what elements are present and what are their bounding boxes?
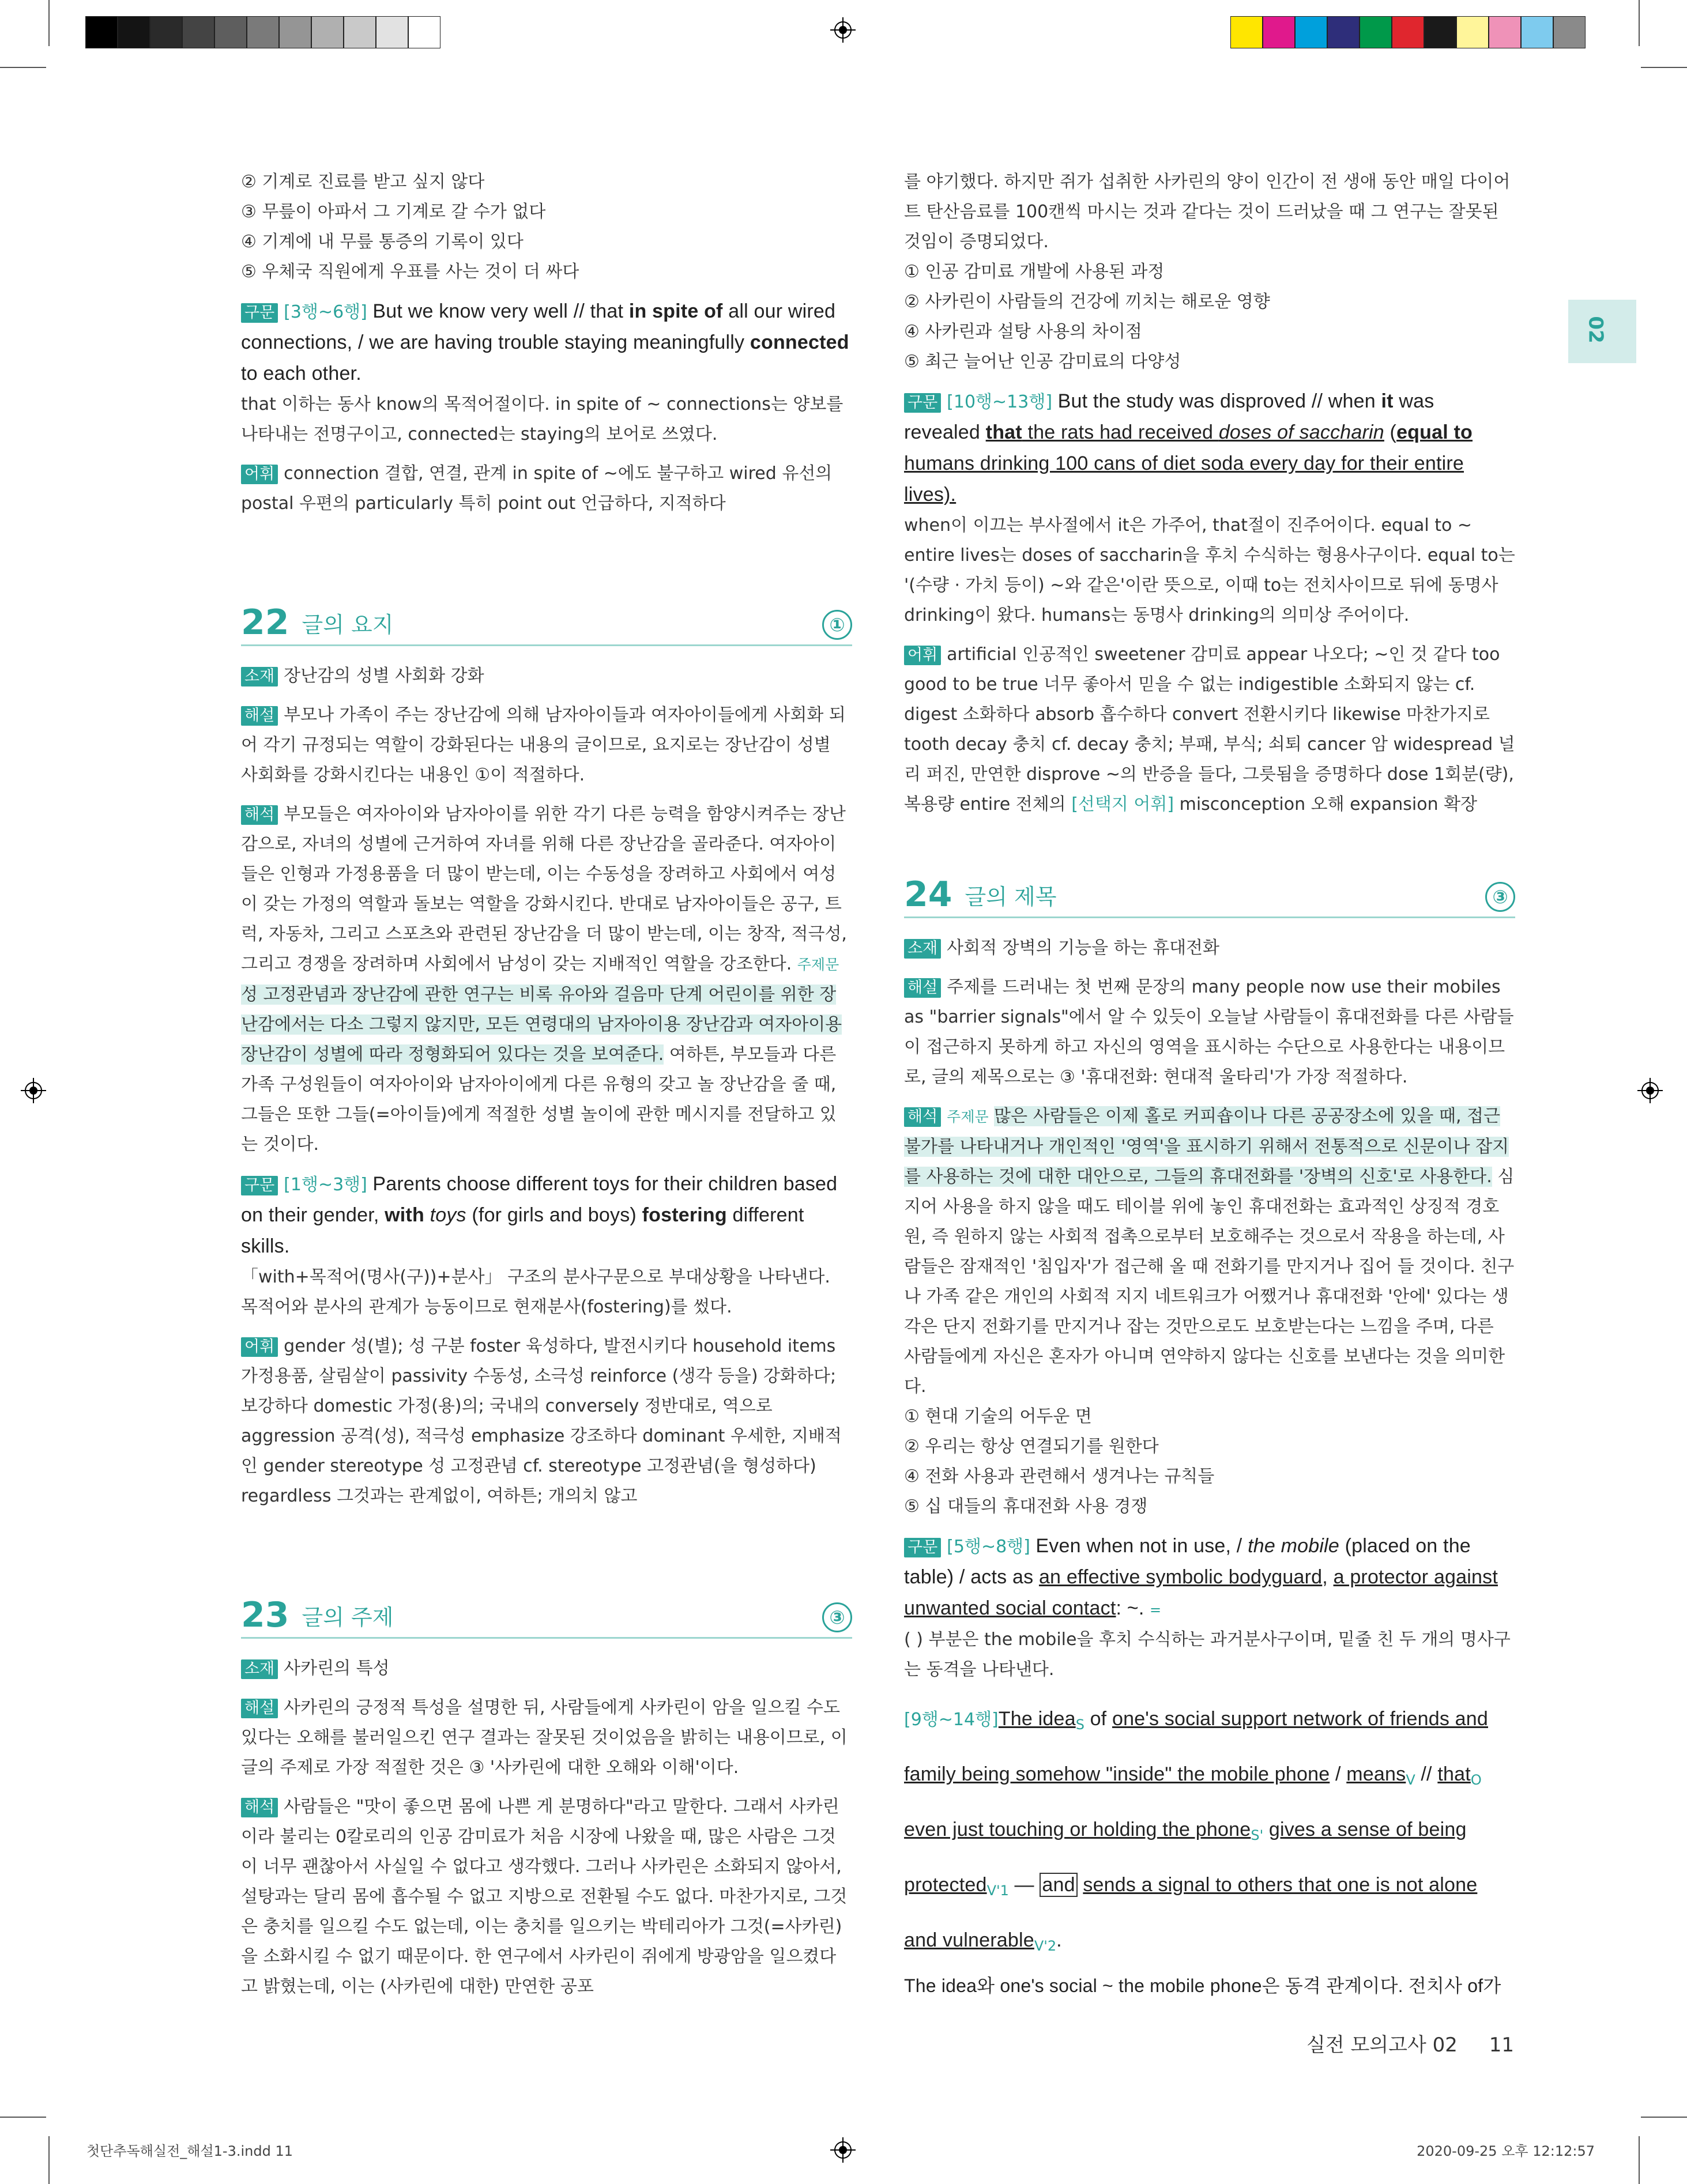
gumun-note: 「with+목적어(명사(구))+분사」 구조의 분사구문으로 부대상황을 나타낸다. 목적어와 분사의 관계가 능동이므로 현재분사(fostering)를 썼다. [241,1267,830,1317]
vocab-21: 어휘 connection 결합, 연결, 관계 in spite of ~에도 불구하고 wired 유선의 postal 우편의 particularly 특히 point out 언급하다, 지적하다 [241,463,833,514]
crop-mark [1641,2117,1687,2118]
crop-mark [48,0,50,46]
vocab-23: 어휘 artificial 인공적인 sweetener 감미료 appear 나오다; ~인 것 같다 too good to be true 너무 좋아서 믿을 수 없는 indigestible 소화되지 않는 cf. digest 소화하다 absorb 흡수하다 convert 전환시키다 likewise 마찬가지로 tooth decay 충치 cf. decay 충치; 부패, 부식; 쇠퇴 cancer 암 widespread 널리 퍼진, 만연한 disprove ~의 반증을 들다, 그릇됨을 증명하다 dose 1회분(량), 복용량 entire 전체의 [선택지 어휘] misconception 오해 expansion 확장 [904,644,1515,814]
gumun-24-b: [9행~14행]The idea$_S$ of one's social support network of friends and family being somehow "inside" the mobile phone / means$_V$ // that$_O$ even just touching or holding the phone$_{S'}$ gives a sense of being protected$_{V'1}$ — and sends a signal to others that one is not alone and vulnerable$_{V'2}$. [904,1708,1488,1954]
registration-mark-icon [830,2137,856,2163]
chapter-side-tab: 02 [1568,300,1636,363]
choice-item: ⑤ 십 대들의 휴대전화 사용 경쟁 [904,1496,1148,1517]
gumun-21: 구문 [3행~6행] But we know very well // that in spite of all our wired connections, / we are having trouble staying meaningfully connected to each other. [241,300,849,384]
section-24-header: 24 글의 제목 ③ [904,877,1515,918]
choice-item: ② 우리는 항상 연결되기를 원한다 [904,1436,1159,1457]
answer-badge: ③ [822,1602,852,1632]
haeseok-24: 해석 주제문 많은 사람들은 이제 홀로 커피숍이나 다른 공공장소에 있을 때, 접근 불가를 나타내거나 개인적인 '영역'을 표시하기 위해서 전통적으로 신문이나 잡지를 사용하는 것에 대한 대안으로, 그들의 휴대전화를 '장벽의 신호'로 사용한다. 심지어 사용을 하지 않을 때도 테이블 위에 놓인 휴대전화는 효과적인 상징적 경호원, 즉 원하지 않는 사회적 접촉으로부터 보호해주는 것으로서 작용을 하는데, 사람들은 잠재적인 '침입자'가 접근해 올 때 전화기를 만지거나 집어 들 것이다. 친구나 가족 같은 개인의 사회적 지지 네트워크가 어쨌거나 휴대전화 '안에' 있다는 생각은 단지 전화기를 만지거나 잡는 것만으로도 보호받는다는 느낌을 주며, 다른 사람들에게 자신은 혼자가 아니며 연약하지 않다는 신호를 보낸다는 것을 의미한다. [904,1106,1515,1397]
crop-mark [0,67,46,68]
haeseok-23-cont: 를 야기했다. 하지만 쥐가 섭취한 사카린의 양이 인간이 전 생애 동안 매일 다이어트 탄산음료를 100캔씩 마시는 것과 같다는 것이 드러났을 때 그 연구는 잘못된 것임이 증명되었다. [904,172,1511,252]
crop-mark [1641,67,1687,68]
sojae-22: 소재 장난감의 성별 사회화 강화 [241,661,852,691]
gumun-22: 구문 [1행~3행] Parents choose different toys for their children based on their gender, with toys (for girls and boys) fostering different skills. [241,1173,838,1257]
haeseol-24: 해설 주제를 드러내는 첫 번째 문장의 many people now use their mobiles as "barrier signals"에서 알 수 있듯이 오늘날 사람들이 휴대전화를 다른 사람들이 접근하지 못하게 하고 자신의 영역을 표시하는 수단으로 사용한다는 내용이므로, 글의 제목으로는 ③ '휴대전화: 현대적 울타리'가 가장 적절하다. [904,977,1514,1087]
choice-item: ① 현대 기술의 어두운 면 [904,1406,1092,1427]
choice-item: ① 인공 감미료 개발에 사용된 과정 [904,262,1165,282]
slug-file: 첫단추독해실전_해설1-3.indd 11 [86,2143,293,2159]
gumun-23: 구문 [10행~13행] But the study was disproved // when it was revealed that the rats had received doses of saccharin (equal to humans drinking 100 cans of diet soda every day for their entire lives). [904,390,1473,506]
gumun-note: ( ) 부분은 the mobile을 후치 수식하는 과거분사구이며, 밑줄 친 두 개의 명사구는 동격을 나타낸다. [904,1629,1511,1680]
choice-item: ④ 사카린과 설탕 사용의 차이점 [904,322,1142,342]
answer-badge: ① [822,610,852,640]
choice-item: ⑤ 우체국 직원에게 우표를 사는 것이 더 싸다 [241,262,579,282]
choice-item: ④ 기계에 내 무릎 통증의 기록이 있다 [241,232,524,252]
haeseok-22: 해석 부모들은 여자아이와 남자아이를 위한 각기 다른 능력을 함양시켜주는 장난감으로, 자녀의 성별에 근거하여 자녀를 위해 다른 장난감을 골라준다. 여자아이들은 인형과 가정용품을 더 많이 받는데, 이는 수동성을 장려하고 사회에서 여성이 갖는 가정의 역할과 돌보는 역할을 강화시킨다. 반대로 남자아이들은 공구, 트럭, 자동차, 그리고 스포츠와 관련된 장난감을 더 많이 받는데, 이는 창작, 적극성, 그리고 경쟁을 장려하며 사회에서 남성이 갖는 지배적인 역할을 강조한다. 주제문 성 고정관념과 장난감에 관한 연구는 비록 유아와 걸음마 단계 어린이를 위한 장난감에서는 다소 그렇지 않지만, 모든 연령대의 남자아이용 장난감과 여자아이용 장난감이 성별에 따라 정형화되어 있다는 것을 보여준다. 여하튼, 부모들과 다른 가족 구성원들이 여자아이와 남자아이에게 다른 유형의 갖고 놀 장난감을 줄 때, 그들은 또한 그들(=아이들)에게 적절한 성별 놀이에 관한 메시지를 전달하고 있는 것이다. [241,804,847,1155]
gumun-note: when이 이끄는 부사절에서 it은 가주어, that절이 진주어이다. equal to ~ entire lives는 doses of saccharin을 후치 수식하는 형용사구이다. equal to는 '(수량 · 가치 등이) ~와 같은'이란 뜻으로, 이때 to는 전치사이므로 뒤에 동명사 drinking이 왔다. humans는 동명사 drinking의 의미상 주어이다. [904,515,1515,625]
gumun-note: that 이하는 동사 know의 목적어절이다. in spite of ~ connections는 양보를 나타내는 전명구이고, connected는 staying의 보어로 쓰였다. [241,394,843,444]
sojae-23: 소재 사카린의 특성 [241,1654,852,1684]
vocab-22: 어휘 gender 성(별); 성 구분 foster 육성하다, 발전시키다 household items 가정용품, 살림살이 passivity 수동성, 소극성 reinforce (생각 등을) 강화하다; 보강하다 domestic 가정(용)의; 국내의 conversely 정반대로, 역으로 aggression 공격(성), 적극성 emphasize 강조하다 dominant 우세한, 지배적인 gender stereotype 성 고정관념 cf. stereotype 고정관념(을 형성하다) regardless 그것과는 관계없이, 여하튼; 개의치 않고 [241,1336,842,1506]
haeseol-23: 해설 사카린의 긍정적 특성을 설명한 뒤, 사람들에게 사카린이 암을 일으킬 수도 있다는 오해를 불러일으킨 연구 결과는 잘못된 것이었음을 밝히는 내용이므로, 이 글의 주제로 가장 적절한 것은 ③ '사카린에 대한 오해와 이해'이다. [241,1698,848,1778]
right-column [904,167,1515,2001]
registration-mark-icon [21,1078,46,1103]
appositive-equal-mark: = [1150,1602,1162,1618]
choice-item: ③ 무릎이 아파서 그 기계로 갈 수가 없다 [241,202,546,222]
haeseok-23: 해석 사람들은 "맛이 좋으면 몸에 나쁜 게 분명하다"라고 말한다. 그래서 사카린이라 불리는 0칼로리의 인공 감미료가 처음 시장에 나왔을 때, 많은 사람은 그것이 너무 괜찮아서 사실일 수 없다고 생각했다. 그러나 사카린은 소화되지 않아서, 설탕과는 달리 몸에 흡수될 수 없고 지방으로 전환될 수도 없다. 마찬가지로, 그것은 충치를 일으킬 수도 없는데, 이는 충치를 일으키는 박테리아가 그것(=사카린)을 소화시킬 수 없기 때문이다. 한 연구에서 사카린이 쥐에게 방광암을 일으켰다고 밝혔는데, 이는 (사카린에 대한) 만연한 공포 [241,1797,848,1997]
sojae-24: 소재 사회적 장벽의 기능을 하는 휴대전화 [904,933,1515,963]
registration-mark-icon [1637,1078,1663,1103]
section-22-header: 22 글의 요지 ① [241,605,852,646]
crop-mark [0,2117,46,2118]
registration-mark-icon [830,17,856,43]
page-number: 11 [1489,2034,1514,2057]
answer-badge: ③ [1485,882,1515,912]
last-line: The idea와 one's social ~ the mobile phone은 동격 관계이다. 전치사 of가 [904,1975,1501,1996]
crop-mark [48,2136,50,2184]
haeseol-22: 해설 부모나 가족이 주는 장난감에 의해 남자아이들과 여자아이들에게 사회화 되어 각기 규정되는 역할이 강화된다는 내용의 글이므로, 요지로는 장난감이 성별 사회화를 강화시킨다는 내용인 ①이 적절하다. [241,705,846,785]
gumun-24: 구문 [5행~8행] Even when not in use, / the mobile (placed on the table) / acts as an effective symbolic bodyguard, a protector against unwanted social contact: ~. = [904,1535,1498,1619]
slug-date: 2020-09-25 오후 12:12:57 [1417,2143,1595,2159]
choice-item: ⑤ 최근 늘어난 인공 감미료의 다양성 [904,352,1181,372]
left-column [241,167,852,2002]
crop-mark [1639,2136,1640,2184]
crop-mark [1639,0,1640,46]
footer-title: 실전 모의고사 02 [1306,2034,1458,2057]
page-footer [1306,2029,1514,2057]
choice-item: ④ 전화 사용과 관련해서 생겨나는 규칙들 [904,1466,1215,1487]
choice-item: ② 사카린이 사람들의 건강에 끼치는 해로운 영향 [904,292,1270,312]
choice-item: ② 기계로 진료를 받고 싶지 않다 [241,172,485,192]
section-23-header: 23 글의 주제 ③ [241,1598,852,1639]
